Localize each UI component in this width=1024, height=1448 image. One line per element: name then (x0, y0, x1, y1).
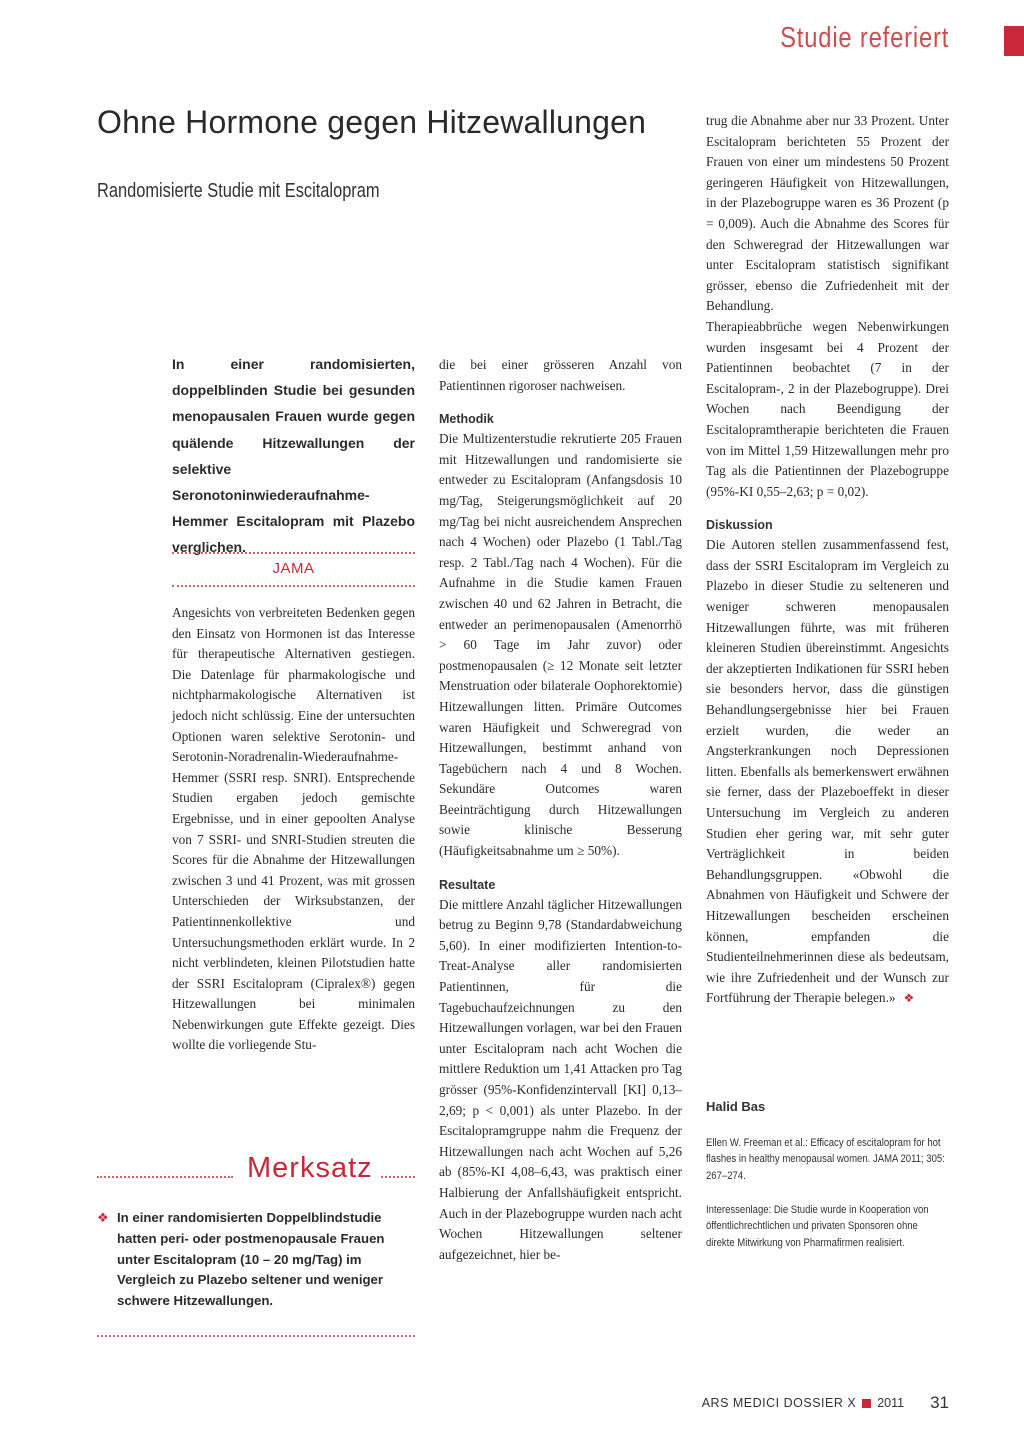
intro-paragraph (172, 603, 415, 1056)
footer-square-icon (862, 1399, 871, 1408)
section-label: Studie referiert (779, 22, 949, 54)
corner-accent-block (1004, 26, 1024, 56)
resultate-continuation: trug die Abnahme aber nur 33 Prozent. Unter Escitalopram berichteten 55 Prozent der Frauen von einer um mindestens 50 Prozent geringeren Häufigkeit von Hitzewallungen, in der Plazebogruppe waren es 36 Prozent (p = 0,009). Auch die Abnahme des Scores für den Schweregrad der Hitzewallungen war unter Escitalopram statistisch signifikant grösser, ebenso die Zufriedenheit mit der Behandlung. (706, 113, 949, 314)
dotted-divider (381, 1176, 415, 1178)
dotted-divider (172, 585, 415, 587)
end-mark-icon: ❖ (903, 991, 915, 1006)
section-text-resultate: Die mittlere Anzahl täglicher Hitzewallungen betrug zu Beginn 9,78 (Standardabweichung 5,60). In einer modifizierten Intention-to-Treat-Analyse aller randomisierten Patientinnen, für die Tagebuchaufzeichnungen zu den Hitzewallungen vorlagen, war bei den Frauen unter Escitalopram nach acht Wochen die mittlere Reduktion um 1,41 Attacken pro Tag grösser (95%-Konfidenzintervall [KI] 0,13–2,69; p < 0,001) als unter Plazebo. In der Escitalopramgruppe nahm die Frequenz der Hitzewallungen nach acht Wochen auf 5,26 ab (85%-KI 4,08–6,43, was praktisch einer Halbierung der Anfallshäufigkeit entspricht. Auch in der Plazebogruppe wurden nach acht Wochen Hitzewallungen seltener aufgezeichnet, hier be- (439, 896, 682, 1262)
dotted-divider (97, 1335, 415, 1337)
column-2 (439, 355, 682, 1265)
conflict-of-interest: Interessenlage: Die Studie wurde in Kooperation von öffentlichrechtlichen und privaten Sponsoren ohne direkte Mitwirkung von Pharmafirmen realisiert. (706, 1204, 929, 1249)
lead-paragraph: In einer randomisierten, doppelblinden Studie bei gesunden menopausalen Frauen wurde gegen quälende Hitzewallungen der selektive Seronotoninwiederaufnahme-Hemmer Escitalopram mit Plazebo verglichen. (172, 356, 415, 556)
merksatz-header (97, 1152, 415, 1192)
merksatz-item (97, 1208, 415, 1312)
article-subtitle: Randomisierte Studie mit Escitalopram (97, 180, 380, 202)
section-heading-diskussion: Diskussion (706, 518, 773, 533)
section-text-diskussion-wrap (706, 535, 949, 1009)
merksatz-label: Merksatz (247, 1152, 373, 1184)
reference-citation: Ellen W. Freeman et al.: Efficacy of escitalopram for hot flashes in healthy menopausal women. JAMA 2011; 305: 267–274. (706, 1137, 945, 1182)
merksatz-text: In einer randomisierten Doppelblindstudie hatten peri- oder postmenopausale Frauen unter Escitalopram (10 – 20 mg/Tag) im Vergleich zu Plazebo seltener und weniger schwere Hitzewallungen. (117, 1210, 385, 1309)
section-text-methodik: Die Multizenterstudie rekrutierte 205 Frauen mit Hitzewallungen und randomisierte sie entweder zu Escitalopram (Anfangsdosis 10 mg/Tag, Steigerungsmöglichkeit auf 20 mg/Tag bei nicht ausreichendem Ansprechen nach 4 Wochen) oder Plazebo (1 Tabl./Tag resp. 2 Tabl./Tag nach 4 Wochen). Für die Aufnahme in die Studie kamen Frauen zwischen 40 und 62 Jahren in Betracht, die entweder an perimenopausalen (Amenorrhö > 60 Tage im Jahr zuvor) oder postmenopausalen (≥ 12 Monate seit letzter Menstruation oder bilaterale Oophorektomie) Hitzewallungen litten. Primäre Outcomes waren Häufigkeit und Schweregrad von Hitzewallungen, bestimmt anhand von Tagebüchern nach 4 und 8 Wochen. Sekundäre Outcomes waren Beeinträchtigung durch Hitzewallungen sowie klinische Besserung (Häufigkeitsabnahme um ≥ 50%). (439, 431, 682, 859)
section-heading-resultate: Resultate (439, 877, 496, 892)
footer-year: 2011 (877, 1396, 905, 1410)
section-heading-methodik: Methodik (439, 412, 494, 427)
intro-continuation: die bei einer grösseren Anzahl von Patientinnen rigoroser nachweisen. (439, 357, 682, 393)
resultate-continuation-2: Therapieabbrüche wegen Nebenwirkungen wurden insgesamt bei 4 Prozent der Patientinnen beobachtet (7 in der Escitalopram-, 2 in der Plazebogruppe). Drei Wochen nach Beendigung der Escitalopramtherapie berichteten die Frauen von im Mittel 1,59 Hitzewallungen mehr pro Tag als die Patientinnen der Plazebogruppe (95%-KI 0,55–2,63; p = 0,02). (706, 318, 949, 499)
diamond-bullet-icon: ❖ (97, 1210, 109, 1225)
footer-journal: ARS MEDICI DOSSIER X (701, 1396, 857, 1410)
column-3 (706, 111, 949, 1009)
dotted-divider (97, 1176, 233, 1178)
author-name: Halid Bas (706, 1099, 766, 1114)
intro-text: Angesichts von verbreiteten Bedenken gegen den Einsatz von Hormonen ist das Interesse für therapeutische Alternativen gestiegen. Die Datenlage für pharmakologische und nichtpharmakologische Alternativen ist jedoch nicht schlüssig. Eine der untersuchten Optionen waren selektive Serotonin- und Serotonin-Noradrenalin-Wiederaufnahme-Hemmer (SSRI resp. SNRI). Entsprechende Studien ergaben jedoch gemischte Ergebnisse, und in einer gepoolten Analyse von 7 SSRI- und SNRI-Studien streuten die Scores für die Abnahme der Hitzewallungen zwischen 3 und 41 Prozent, was mit grossen Unterschieden der Wirksubstanzen, der Patientinnenkollektive und Untersuchungsmethoden erklärt wurde. In 2 nicht verblindeten, kleinen Pilotstudien hatte der SSRI Escitalopram (Cipralex®) gegen Hitzewallungen bei minimalen Nebenwirkungen gute Effekte gezeigt. Dies wollte die vorliegende Stu- (172, 605, 415, 1053)
dotted-divider (172, 552, 415, 554)
section-text-diskussion: Die Autoren stellen zusammenfassend fest, dass der SSRI Escitalopram im Vergleich zu Plazebo in dieser Studie zu selteneren und weniger schweren menopausalen Hitzewallungen führte, was mit früheren kleineren Studien übereinstimmt. Angesichts der akzeptierten Indikationen für SSRI heben sie besonders hervor, dass die günstigen Behandlungsergebnisse hier bei Frauen erzielt wurden, die weder an Angsterkrankungen noch Depressionen litten. Ebenfalls als bemerkenswert erwähnen sie ferner, dass der Plazeboeffekt in dieser Untersuchung im Vergleich zu anderen Studien eher gering war, mit sehr guter Verträglichkeit in beiden Behandlungsgruppen. «Obwohl die Abnahmen von Häufigkeit und Schwere der Hitzewallungen bescheiden erscheinen können, empfanden die Studienteilnehmerinnen diese als bedeutsam, wie ihre Zufriedenheit und der Wunsch zur Fortführung der Therapie belegen.» (706, 537, 949, 1006)
page-footer (702, 1391, 949, 1415)
page-number: 31 (930, 1393, 949, 1412)
article-title: Ohne Hormone gegen Hitzewallungen (97, 104, 647, 140)
source-label: JAMA (272, 560, 315, 577)
